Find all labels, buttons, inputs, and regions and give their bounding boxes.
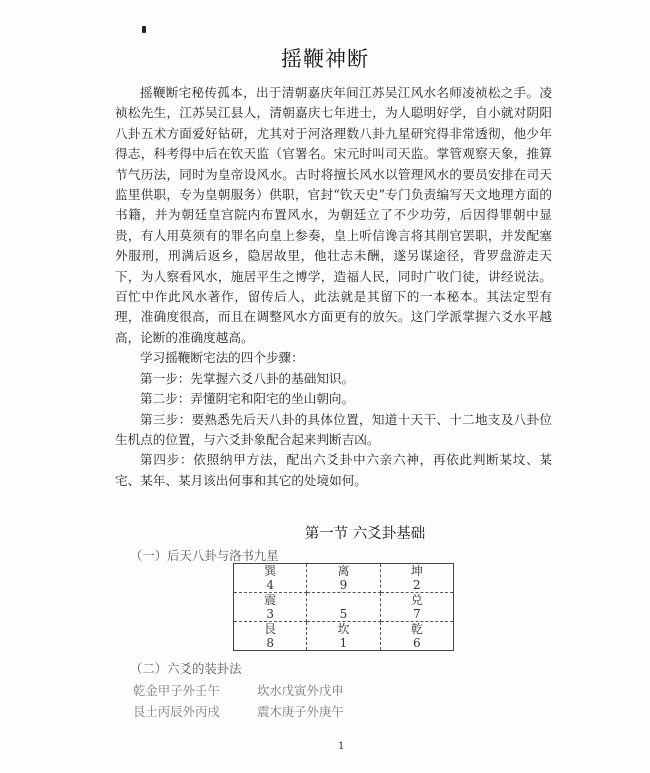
table-cell — [234, 593, 307, 622]
table-row — [234, 593, 454, 622]
table-cell — [307, 593, 380, 622]
section-title: 第一节 六爻卦基础 — [304, 526, 426, 542]
trigram-name: 坤 — [410, 564, 423, 578]
table-row — [234, 564, 454, 593]
step-2: 第二步：弄懂阴宅和阳宅的坐山朝向。 — [140, 391, 355, 407]
star-number: 1 — [339, 636, 348, 650]
star-number: 3 — [266, 607, 274, 621]
trigram-name: 巽 — [264, 564, 277, 578]
rule-line: 坎水戊寅外戊申 — [257, 683, 344, 698]
steps-heading: 学习摇鞭断宅法的四个步骤： — [140, 350, 304, 366]
rule-line: 乾金甲子外壬午 — [133, 683, 220, 698]
trigram-name — [307, 593, 379, 607]
table-cell — [380, 593, 453, 622]
trigram-name: 震 — [264, 593, 277, 607]
rule-line: 震木庚子外庚午 — [257, 704, 344, 719]
table-cell — [234, 564, 307, 593]
table-cell — [307, 622, 380, 651]
document-title: 摇鞭神断 — [281, 47, 369, 71]
star-number: 5 — [339, 607, 348, 621]
star-number: 8 — [266, 636, 274, 650]
table-cell — [380, 564, 453, 593]
trigram-name: 艮 — [264, 622, 277, 636]
trigram-name: 坎 — [337, 622, 350, 636]
trigram-name: 乾 — [410, 622, 423, 636]
trigram-name: 兑 — [410, 593, 423, 607]
star-number: 7 — [413, 607, 421, 621]
bagua-luoshu-table — [233, 563, 454, 651]
rule-line: 艮土丙辰外丙戌 — [133, 704, 220, 719]
step-3: 第三步：要熟悉先后天八卦的具体位置，知道十天干、十二地支及八卦位生机点的位置，与六爻卦象配合起来判断吉凶。 — [115, 411, 552, 447]
subsection-1-heading: （一）后天八卦与洛书九星 — [130, 548, 279, 563]
star-number: 6 — [413, 636, 421, 650]
trigram-name: 离 — [337, 564, 350, 578]
step-4: 第四步：依照纳甲方法，配出六爻卦中六亲六神，再依此判断某坟、某宅、某年、某月该出何事和其它的处境如何。 — [115, 452, 552, 488]
table-row — [234, 622, 454, 651]
table-cell — [307, 564, 380, 593]
subsection-2-heading: （二）六爻的装卦法 — [130, 661, 242, 676]
table-cell — [380, 622, 453, 651]
page-number: 1 — [338, 741, 345, 752]
intro-paragraph: 摇鞭断宅秘传孤本，出于清朝嘉庆年间江苏吴江风水名师凌祯松之手。凌祯松先生，江苏吴江县人，清朝嘉庆七年进士，为人聪明好学，自小就对阴阳八卦五术方面爱好钻研，尤其对于河洛理数八卦九星研究得非常透彻，他少年得志，科考得中后在钦天监（官署名。宋元时叫司天监。掌管观察天象，推算节气历法，同时为皇帝设风水。古时将擅长风水以管理风水的要员安排在司天监里供职，专为皇朝服务）供职，官封“钦天史”专门负责编写天文地理方面的书籍，并为朝廷皇宫院内布置风水，为朝廷立了不少功劳，后因得罪朝中显贵，有人用莫须有的罪名向皇上参奏，皇上听信谗言将其削官罢职，并发配塞外服刑，刑满后返乡，隐居故里，他壮志未酬，遂另谋途径，背罗盘游走天下，为人察看风水，施居平生之博学，造福人民，同时广收门徒，讲经说法。百忙中作此风水著作，留传后人，此法就是其留下的一本秘本。其法定型有理，准确度很高，而且在调整风水方面更有的放矢。这门学派掌握六爻水平越高，论断的准确度越高。 — [115, 85, 552, 345]
step-1: 第一步：先掌握六爻八卦的基础知识。 — [140, 370, 355, 386]
table-cell — [234, 622, 307, 651]
scan-mark — [142, 26, 146, 33]
star-number: 2 — [413, 578, 421, 592]
star-number: 9 — [339, 578, 348, 592]
star-number: 4 — [266, 578, 274, 592]
document-body — [115, 83, 552, 491]
